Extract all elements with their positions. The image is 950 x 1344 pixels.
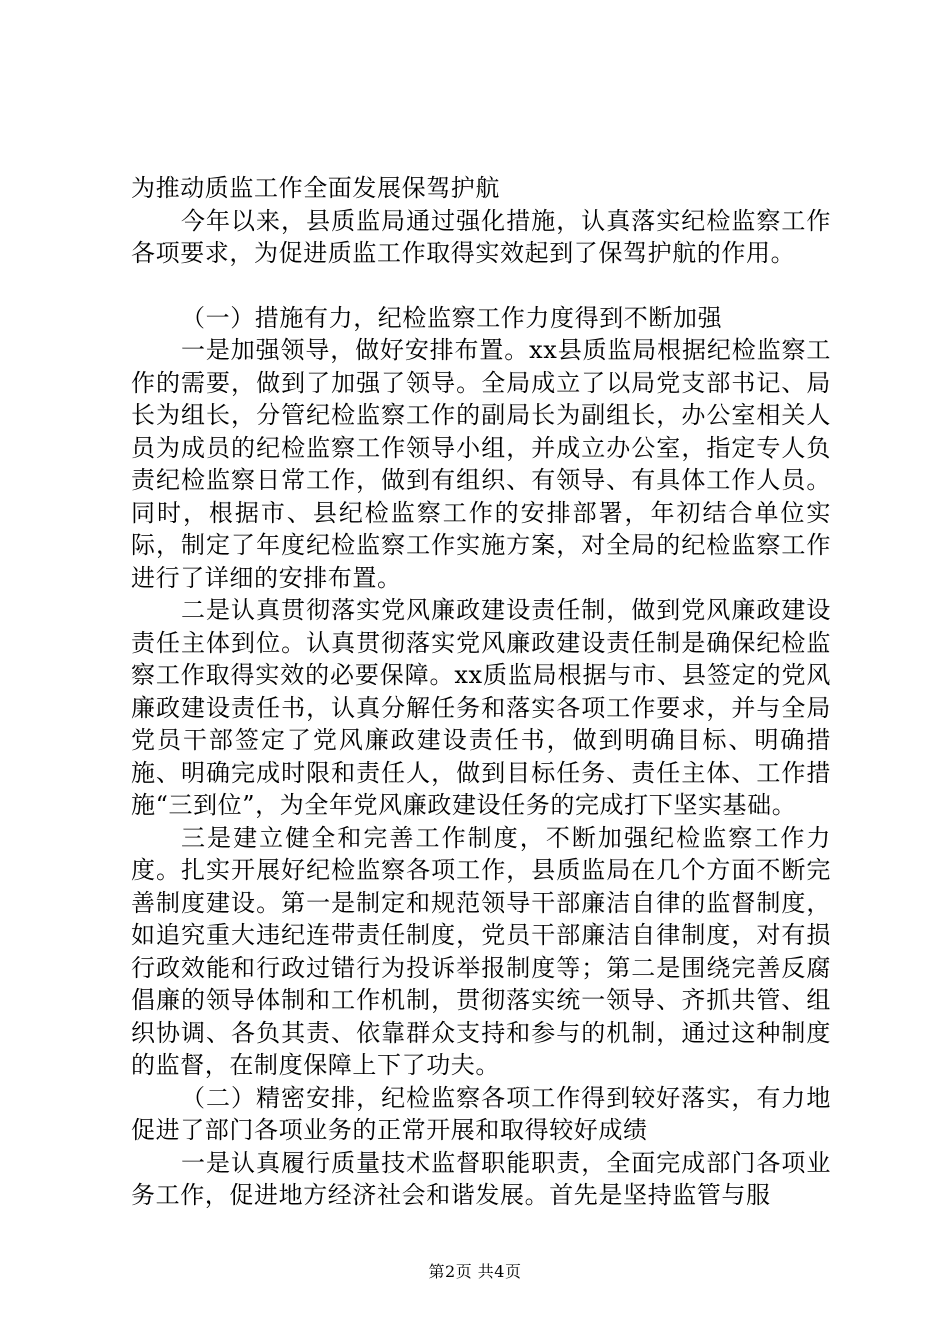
page-number-footer: 第2页 共4页 [428,1262,522,1281]
document-body [131,172,831,1212]
body-paragraph: 二是认真贯彻落实党风廉政建设责任制，做到党风廉政建设责任主体到位。认真贯彻落实党风廉政建设责任制是确保纪检监察工作取得实效的必要保障。xx质监局根据与市、县签定的党风廉政建设责任书，认真分解任务和落实各项工作要求，并与全局党员干部签定了党风廉政建设责任书，做到明确目标、明确措施、明确完成时限和责任人，做到目标任务、责任主体、工作措施“三到位”，为全年党风廉政建设任务的完成打下坚实基础。 [131,596,831,819]
document-title: 为推动质监工作全面发展保驾护航 [131,174,500,202]
body-paragraph: 一是加强领导，做好安排布置。xx县质监局根据纪检监察工作的需要，做到了加强了领导。全局成立了以局党支部书记、局长为组长，分管纪检监察工作的副局长为副组长，办公室相关人员为成员的纪检监察工作领导小组，并成立办公室，指定专人负责纪检监察日常工作，做到有组织、有领导、有具体工作人员。同时，根据市、县纪检监察工作的安排部署，年初结合单位实际，制定了年度纪检监察工作实施方案，对全局的纪检监察工作进行了详细的安排布置。 [131,336,831,592]
body-paragraph: 一是认真履行质量技术监督职能职责，全面完成部门各项业务工作，促进地方经济社会和谐发展。首先是坚持监管与服 [131,1148,831,1209]
section-heading-2: （二）精密安排，纪检监察各项工作得到较好落实，有力地促进了部门各项业务的正常开展和取得较好成绩 [131,1083,831,1144]
body-paragraph: 三是建立健全和完善工作制度，不断加强纪检监察工作力度。扎实开展好纪检监察各项工作，县质监局在几个方面不断完善制度建设。第一是制定和规范领导干部廉洁自律的监督制度，如追究重大违纪连带责任制度，党员干部廉洁自律制度，对有损行政效能和行政过错行为投诉举报制度等；第二是围绕完善反腐倡廉的领导体制和工作机制，贯彻落实统一领导、齐抓共管、组织协调、各负其责、依靠群众支持和参与的机制，通过这种制度的监督，在制度保障上下了功夫。 [131,823,831,1079]
intro-paragraph: 今年以来，县质监局通过强化措施，认真落实纪检监察工作各项要求，为促进质监工作取得实效起到了保驾护航的作用。 [131,206,831,267]
section-heading-1: （一）措施有力，纪检监察工作力度得到不断加强 [181,303,723,332]
